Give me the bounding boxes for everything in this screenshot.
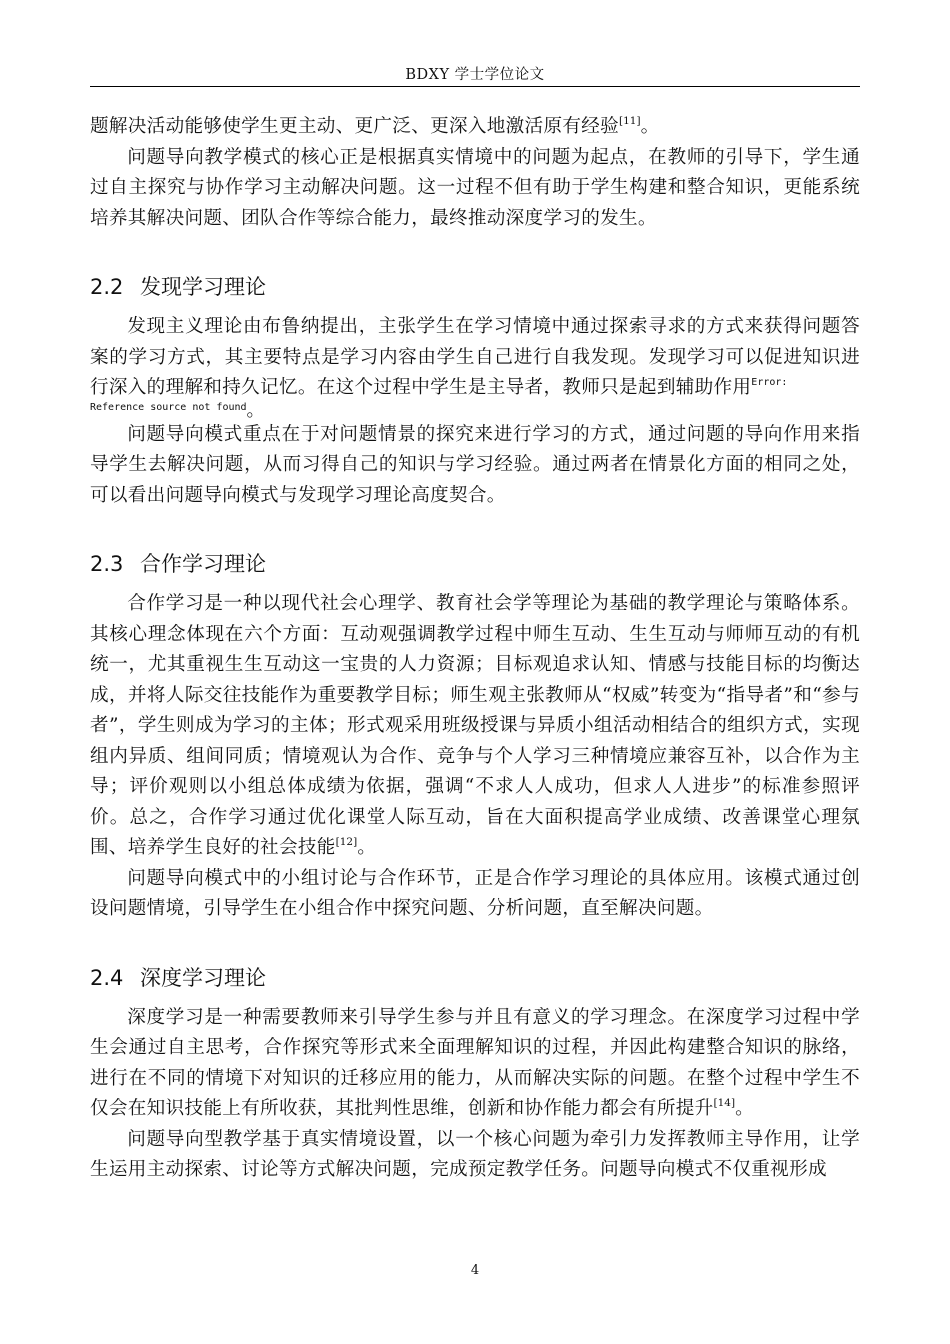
citation-error: Error: (751, 377, 788, 388)
citation-ref: [14] (713, 1097, 736, 1109)
paragraph: 问题导向教学模式的核心正是根据真实情境中的问题为起点，在教师的引导下，学生通过自主探究与协作学习主动解决问题。这一过程不但有助于学生构建和整合知识，更能系统培养其解决问题、团队合作等综合能力，最终推动深度学习的发生。 (90, 146, 860, 229)
paragraph-end: 。 (735, 1098, 754, 1119)
paragraph-end: 。 (357, 837, 377, 858)
citation-ref: [12] (335, 836, 358, 848)
running-header: BDXY 学士学位论文 (405, 67, 545, 83)
section-title: 深度学习理论 (140, 965, 266, 990)
paragraph (90, 312, 860, 404)
citation-ref: [11] (619, 115, 641, 127)
paragraph-text: 题解决活动能够使学生更主动、更广泛、更深入地激活原有经验 (90, 116, 620, 137)
paragraph: 问题导向模式重点在于对问题情景的探究来进行学习的方式，通过问题的导向作用来指导学生去解决问题，从而习得自己的知识与学习经验。通过两者在情景化方面的相同之处，可以看出问题导向模式与发现学习理论高度契合。 (90, 423, 860, 506)
section-heading-2-4 (90, 963, 860, 993)
paragraph (90, 1003, 860, 1125)
paragraph: 问题导向型教学基于真实情境设置，以一个核心问题为牵引力发挥教师主导作用，让学生运用主动探索、讨论等方式解决问题，完成预定教学任务。问题导向模式不仅重视形成 (90, 1128, 860, 1180)
section-number: 2.4 (90, 965, 124, 990)
paragraph-text: 合作学习是一种以现代社会心理学、教育社会学等理论为基础的教学理论与策略体系。其核心理念体现在六个方面：互动观强调教学过程中师生互动、生生互动与师师互动的有机统一，尤其重视生生互动这一宝贵的人力资源；目标观追求认知、情感与技能目标的均衡达成，并将人际交往技能作为重要教学目标；师生观主张教师从“权威”转变为“指导者”和“参与者”，学生则成为学习的主体；形式观采用班级授课与异质小组活动相结合的组织方式，实现组内异质、组间同质；情境观认为合作、竞争与个人学习三种情境应兼容互补，以合作为主导；评价观则以小组总体成绩为依据，强调“不求人人成功，但求人人进步”的标准参照评价。总之，合作学习通过优化课堂人际互动，旨在大面积提高学业成绩、改善课堂心理氛围、培养学生良好的社会技能 (90, 593, 860, 858)
citation-error-text: Reference source not found (90, 401, 247, 413)
paragraph-text: 发现主义理论由布鲁纳提出，主张学生在学习情境中通过探索寻求的方式来获得问题答案的学习方式，其主要特点是学习内容由学生自己进行自我发现。发现学习可以促进知识进行深入的理解和持久记忆。在这个过程中学生是主导者，教师只是起到辅助作用 (90, 316, 860, 398)
section-title: 合作学习理论 (140, 552, 266, 576)
section-number: 2.2 (90, 275, 124, 299)
section-number: 2.3 (90, 552, 124, 576)
paragraph (90, 589, 860, 864)
page-number: 4 (470, 1263, 480, 1278)
page-body (90, 112, 860, 1186)
paragraph: 问题导向模式中的小组讨论与合作环节，正是合作学习理论的具体应用。该模式通过创设问题情境，引导学生在小组合作中探究问题、分析问题，直至解决问题。 (90, 867, 860, 919)
paragraph-continued (90, 112, 860, 143)
header-rule (90, 86, 860, 87)
section-title: 发现学习理论 (140, 275, 266, 299)
section-heading-2-3 (90, 549, 860, 579)
section-heading-2-2 (90, 272, 860, 302)
paragraph-text: 深度学习是一种需要教师来引导学生参与并且有意义的学习理念。在深度学习过程中学生会通过自主思考，合作探究等形式来全面理解知识的过程，并因此构建整合知识的脉络，进行在不同的情境下对知识的迁移应用的能力，从而解决实际的问题。在整个过程中学生不仅会在知识技能上有所收获，其批判性思维，创新和协作能力都会有所提升 (90, 1006, 860, 1119)
paragraph-end: 。 (640, 116, 660, 137)
paragraph-end: 。 (246, 399, 265, 421)
